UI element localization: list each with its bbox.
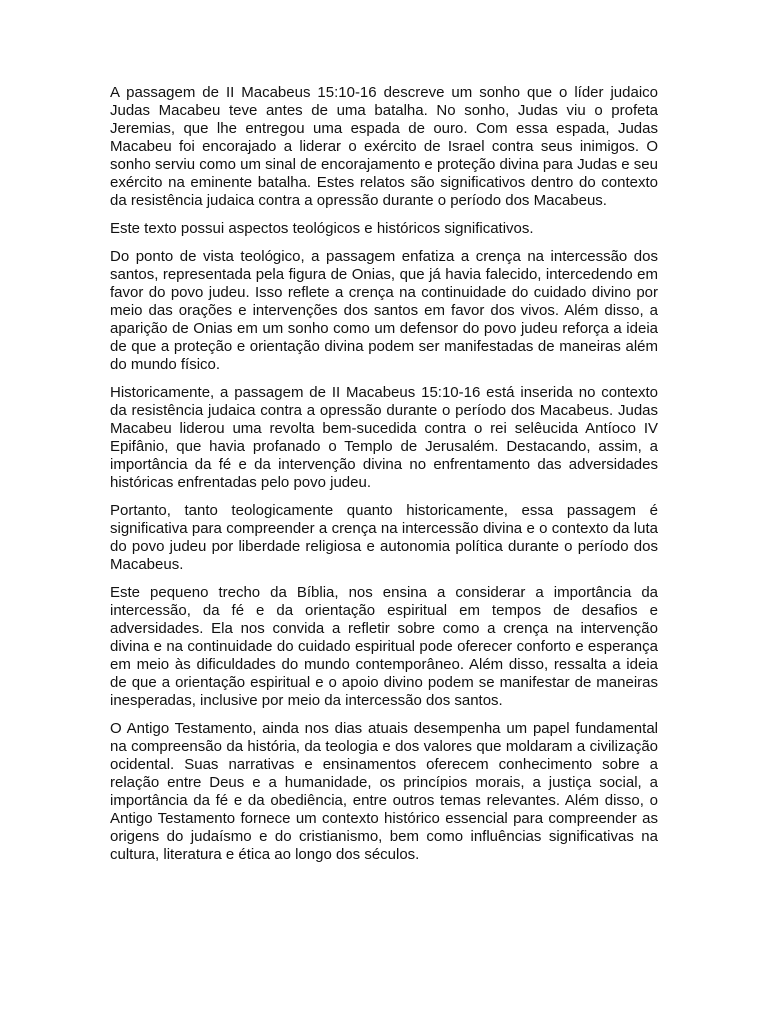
paragraph: Do ponto de vista teológico, a passagem enfatiza a crença na intercessão dos santos, representada pela figura de Onias, que já havia falecido, intercedendo em favor do povo judeu. Isso reflete a crença na continuidade do cuidado divino por meio das orações e intervenções dos santos em favor dos vivos. Além disso, a aparição de Onias em um sonho como um defensor do povo judeu reforça a ideia de que a proteção e orientação divina podem ser manifestadas de maneiras além do mundo físico. [110,248,658,373]
document-page [110,84,658,874]
paragraph: Este texto possui aspectos teológicos e históricos significativos. [110,220,534,237]
paragraph: Historicamente, a passagem de II Macabeus 15:10-16 está inserida no contexto da resistência judaica contra a opressão durante o período dos Macabeus. Judas Macabeu liderou uma revolta bem-sucedida contra o rei selêucida Antíoco IV Epifânio, que havia profanado o Templo de Jerusalém. Destacando, assim, a importância da fé e da intervenção divina no enfrentamento das adversidades históricas enfrentadas pelo povo judeu. [110,384,658,491]
paragraph: Portanto, tanto teologicamente quanto historicamente, essa passagem é significativa para compreender a crença na intercessão divina e o contexto da luta do povo judeu por liberdade religiosa e autonomia política durante o período dos Macabeus. [110,502,658,573]
paragraph: A passagem de II Macabeus 15:10-16 descreve um sonho que o líder judaico Judas Macabeu teve antes de uma batalha. No sonho, Judas viu o profeta Jeremias, que lhe entregou uma espada de ouro. Com essa espada, Judas Macabeu foi encorajado a liderar o exército de Israel contra seus inimigos. O sonho serviu como um sinal de encorajamento e proteção divina para Judas e seu exército na eminente batalha. Estes relatos são significativos dentro do contexto da resistência judaica contra a opressão durante o período dos Macabeus. [110,84,658,209]
paragraph: O Antigo Testamento, ainda nos dias atuais desempenha um papel fundamental na compreensão da história, da teologia e dos valores que moldaram a civilização ocidental. Suas narrativas e ensinamentos oferecem conhecimento sobre a relação entre Deus e a humanidade, os princípios morais, a justiça social, a importância da fé e da obediência, entre outros temas relevantes. Além disso, o Antigo Testamento fornece um contexto histórico essencial para compreender as origens do judaísmo e do cristianismo, bem como influências significativas na cultura, literatura e ética ao longo dos séculos. [110,720,658,863]
paragraph: Este pequeno trecho da Bíblia, nos ensina a considerar a importância da intercessão, da fé e da orientação espiritual em tempos de desafios e adversidades. Ela nos convida a refletir sobre como a crença na intervenção divina e na continuidade do cuidado espiritual pode oferecer conforto e esperança em meio às dificuldades do mundo contemporâneo. Além disso, ressalta a ideia de que a orientação espiritual e o apoio divino podem se manifestar de maneiras inesperadas, inclusive por meio da intercessão dos santos. [110,584,658,709]
